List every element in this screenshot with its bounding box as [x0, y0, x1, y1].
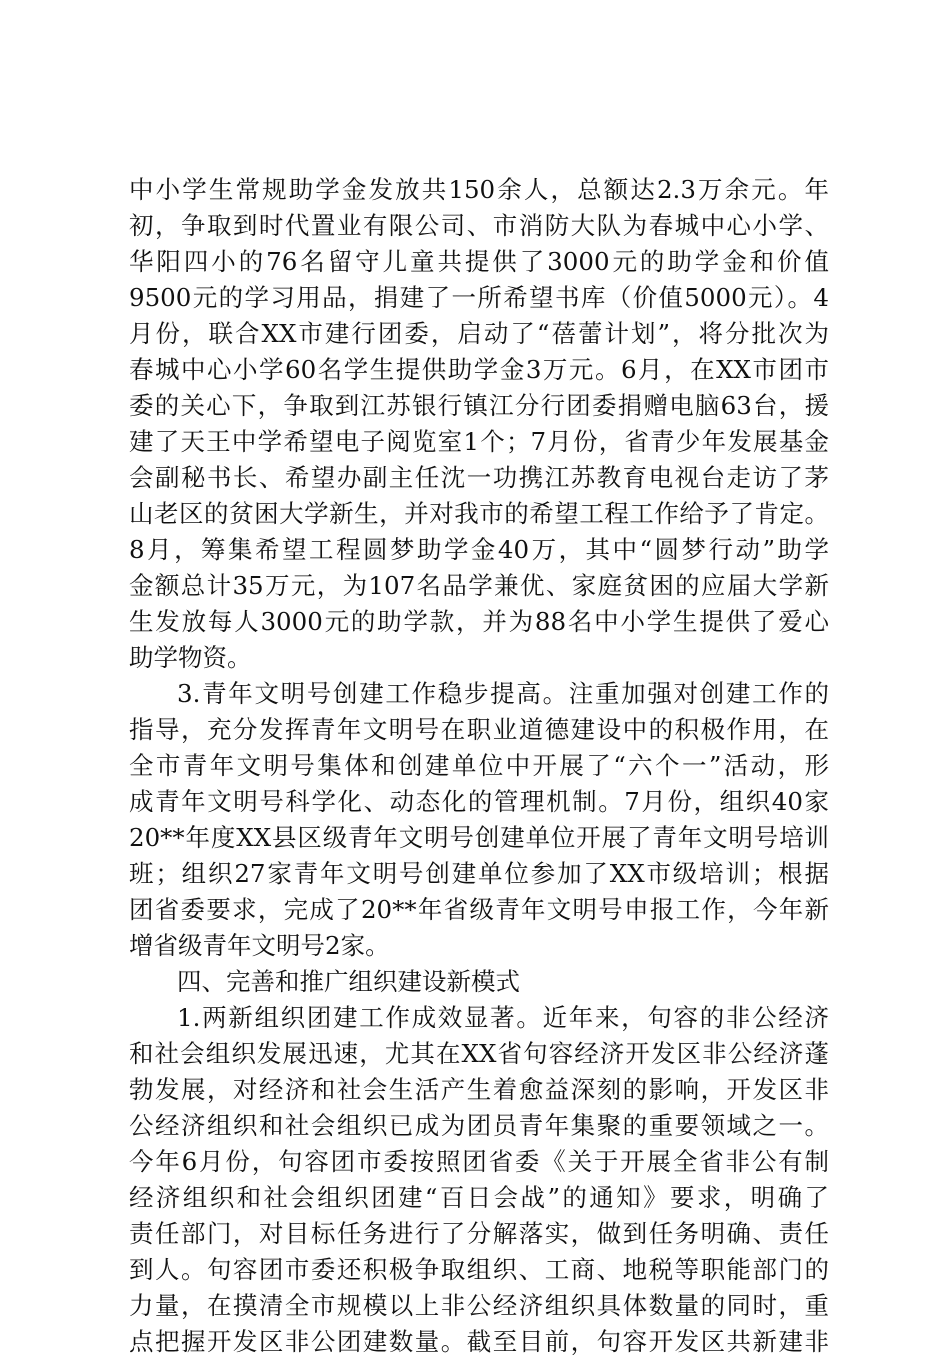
body-text-line: 责任部门，对目标任务进行了分解落实，做到任务明确、责任 [129, 1219, 829, 1248]
body-text-line: 团省委要求，完成了20**年省级青年文明号申报工作，今年新 [129, 895, 829, 924]
body-text-line: 会副秘书长、希望办副主任沈一功携江苏教育电视台走访了茅 [129, 463, 829, 492]
body-text-line: 金额总计35万元，为107名品学兼优、家庭贫困的应届大学新 [129, 571, 829, 600]
body-text-line: 春城中心小学60名学生提供助学金3万元。6月，在XX市团市 [129, 355, 829, 384]
paragraph-start-line: 1.两新组织团建工作成效显著。近年来，句容的非公经济 [177, 1003, 829, 1032]
body-text-line: 今年6月份，句容团市委按照团省委《关于开展全省非公有制 [129, 1147, 829, 1176]
body-text-line: 班；组织27家青年文明号创建单位参加了XX市级培训；根据 [129, 859, 829, 888]
body-text-line: 勃发展，对经济和社会生活产生着愈益深刻的影响，开发区非 [129, 1075, 829, 1104]
body-text-line: 生发放每人3000元的助学款，并为88名中小学生提供了爱心 [129, 607, 829, 636]
body-text-line: 山老区的贫困大学新生，并对我市的希望工程工作给予了肯定。 [129, 499, 829, 528]
body-text-line: 9500元的学习用品，捐建了一所希望书库（价值5000元）。4 [129, 283, 829, 312]
body-text-line: 助学物资。 [129, 643, 252, 672]
body-text-line: 华阳四小的76名留守儿童共提供了3000元的助学金和价值 [129, 247, 829, 276]
body-text-line: 初，争取到时代置业有限公司、市消防大队为春城中心小学、 [129, 211, 829, 240]
body-text-line: 点把握开发区非公团建数量。截至目前，句容开发区共新建非 [129, 1327, 829, 1356]
body-text-line: 20**年度XX县区级青年文明号创建单位开展了青年文明号培训 [129, 823, 829, 852]
body-text-line: 增省级青年文明号2家。 [129, 931, 390, 960]
body-text-line: 委的关心下，争取到江苏银行镇江分行团委捐赠电脑63台，援 [129, 391, 829, 420]
body-text-line: 全市青年文明号集体和创建单位中开展了“六个一”活动，形 [129, 751, 829, 780]
body-text-line: 成青年文明号科学化、动态化的管理机制。7月份，组织40家 [129, 787, 829, 816]
body-text-line: 到人。句容团市委还积极争取组织、工商、地税等职能部门的 [129, 1255, 829, 1284]
body-text-line: 中小学生常规助学金发放共150余人，总额达2.3万余元。年 [129, 175, 829, 204]
body-text-line: 建了天王中学希望电子阅览室1个；7月份，省青少年发展基金 [129, 427, 829, 456]
body-text-line: 公经济组织和社会组织已成为团员青年集聚的重要领域之一。 [129, 1111, 829, 1140]
body-text-line: 和社会组织发展迅速，尤其在XX省句容经济开发区非公经济蓬 [129, 1039, 829, 1068]
section-heading: 四、完善和推广组织建设新模式 [177, 967, 520, 996]
body-text-line: 月份，联合XX市建行团委，启动了“蓓蕾计划”，将分批次为 [129, 319, 829, 348]
body-text-line: 力量，在摸清全市规模以上非公经济组织具体数量的同时，重 [129, 1291, 829, 1320]
body-text-line: 8月，筹集希望工程圆梦助学金40万，其中“圆梦行动”助学 [129, 535, 829, 564]
body-text-line: 经济组织和社会组织团建“百日会战”的通知》要求，明确了 [129, 1183, 829, 1212]
paragraph-start-line: 3.青年文明号创建工作稳步提高。注重加强对创建工作的 [177, 679, 829, 708]
body-text-line: 指导，充分发挥青年文明号在职业道德建设中的积极作用，在 [129, 715, 829, 744]
